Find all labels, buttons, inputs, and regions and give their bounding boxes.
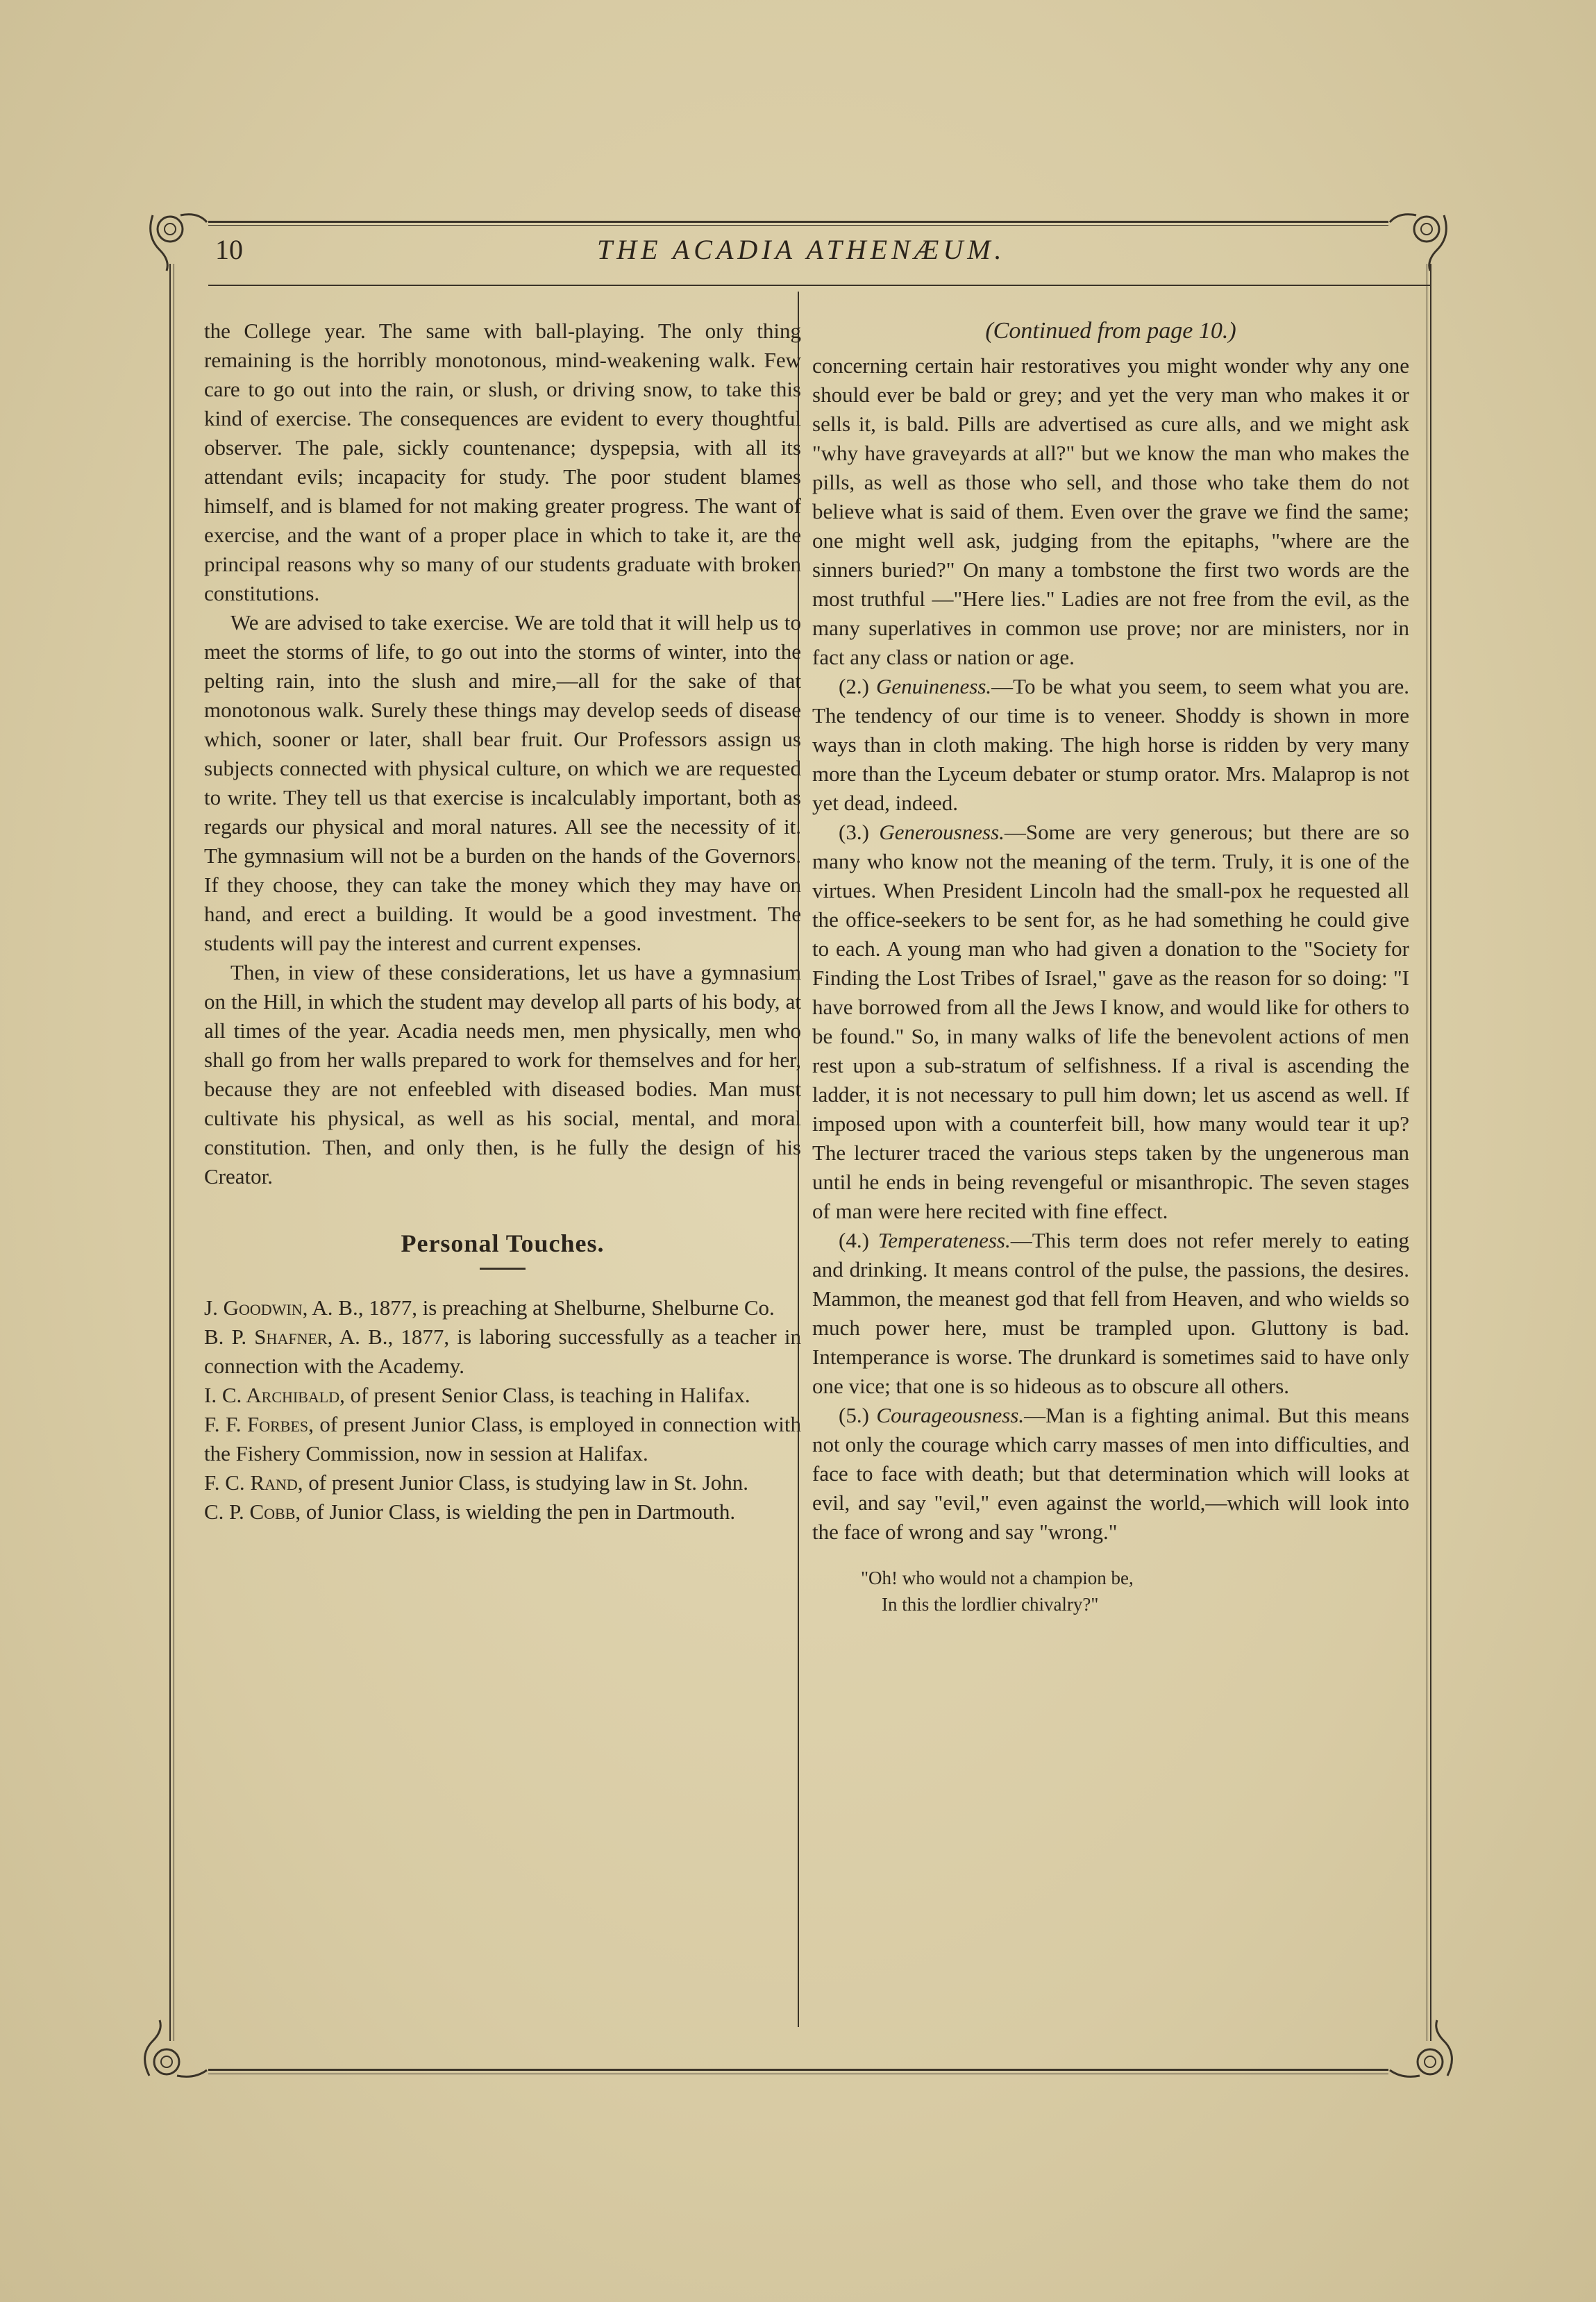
page-header [208,233,1388,275]
personal-touch-entry [204,1497,801,1527]
person-name: F. C. Rand [204,1470,298,1495]
personal-touch-entry [204,1322,801,1381]
entry-text: , of Junior Class, is wielding the pen in Dartmouth. [295,1499,736,1524]
point-number: (3.) [839,820,869,844]
personal-touch-entry [204,1293,801,1322]
point-text: —Man is a fighting animal. But this means not only the courage which carry masses of men into difficulties, and face to face with death; but that determination which will looks at evil, and say "evil," even against the world,—which will look into the face of wrong and say "wrong." [812,1403,1409,1544]
right-column [812,317,1409,1618]
paragraph: We are advised to take exercise. We are told that it will help us to meet the storms of life, to go out into the storms of winter, into the pelting rain, into the slush and mire,—all for the sake of that monotonous walk. Surely these things may develop seeds of disease which, sooner or later, shall bear fruit. Our Professors assign us subjects connected with physical culture, on which we are requested to write. They tell us that exercise is incalculably important, both as regards our physical and moral natures. All see the necessity of it. The gymnasium will not be a burden on the hands of the Governors. If they choose, they can take the money which they may have on hand, and erect a building. It would be a good investment. The students will pay the interest and current expenses. [204,610,801,955]
person-name: I. C. Archibald [204,1383,340,1407]
closing-quote [812,1565,1409,1618]
left-column [204,317,801,1527]
personal-touch-entry [204,1410,801,1468]
point-text: —To be what you seem, to seem what you are. The tendency of our time is to veneer. Shoddy is shown in more ways than in cloth making. The high horse is ridden by very many more than the Lyceum debater or stump orator. Mrs. Malaprop is not yet dead, indeed. [812,674,1409,815]
entry-text: , A. B., 1877, is laboring successfully as a teacher in connection with the Academy. [204,1325,802,1378]
continued-label: (Continued from page 10.) [985,318,1236,344]
corner-ornament-icon [1388,201,1458,278]
header-rule [208,285,1430,286]
paragraph: the College year. The same with ball-playing. The only thing remaining is the horribly monotonous, mind-weakening walk. Few care to go out into the rain, or slush, or driving snow, to take this kind of exercise. The consequences are evident to every thoughtful observer. The pale, sickly countenance; dyspepsia, with all its attendant evils; incapacity for study. The poor student blames himself, and is blamed for not making greater progress. The want of exercise, and the want of a proper place in which to take it, are the principal reasons why so many of our students graduate with broken constitutions. [204,319,801,605]
quote-line: In this the lordlier chivalry?" [882,1594,1099,1615]
point-paragraph [812,672,1409,818]
point-paragraph [812,1401,1409,1547]
point-number: (5.) [839,1403,869,1427]
person-name: J. Goodwin [204,1295,303,1320]
section-title: Personal Touches. [401,1229,605,1257]
entry-text: , of present Junior Class, is studying law in St. John. [297,1470,749,1495]
frame-top-rule-inner [208,225,1388,226]
point-text: —Some are very generous; but there are so many who know not the meaning of the term. Truly, it is one of the virtues. When President Lincoln had the small-pox he requested all the office-seekers to be sent for, as he had something he could give to each. A young man who had given a donation to the "Society for Finding the Lost Tribes of Israel," gave as the reason for so doing: "I have borrowed from all the Jews I know, and would like for others to be found." So, in many walks of life the benevolent actions of men rest upon a sub-stratum of selfishness. If a rival is ascending the ladder, it is not necessary to pull him down; let us ascend as well. If imposed upon with a counterfeit bill, how many would tear it up? The lecturer traced the various steps taken by the ungenerous man until he ends in being revengeful or misanthropic. The seven stages of man were here recited with fine effect. [812,820,1410,1223]
title-divider [480,1268,526,1270]
point-term: Genuineness. [876,674,992,698]
page-number: 10 [215,234,243,265]
point-number: (4.) [839,1228,869,1252]
point-paragraph [812,1226,1409,1401]
frame-bottom-rule [208,2069,1388,2071]
paragraph: concerning certain hair restoratives you might wonder why any one should ever be bald or grey; and yet the very man who makes it or sells it, is bald. Pills are advertised as cure alls, and we might ask "why have graveyards at all?" but we know the man who makes the pills, as well as those who sell, and those who take them do not believe what is said of them. Even over the grave we find the same; one might well ask, judging from the epitaphs, "where are the sinners buried?" On many a tombstone the first two words are the most truthful —"Here lies." Ladies are not free from the evil, as the many superlatives in common use prove; nor are ministers, nor in fact any class or nation or age. [812,353,1409,669]
frame-top-rule [208,221,1388,223]
point-term: Temperateness. [877,1228,1011,1252]
frame-left-rule [169,264,171,2041]
paragraph: Then, in view of these considerations, let us have a gymnasium on the Hill, in which the student may develop all parts of his body, at all times of the year. Acadia needs men, men physically, men who shall go from her walls prepared to work for themselves and for her, because they are not enfeebled with diseased bodies. Man must cultivate his physical, as well as his social, mental, and moral constitution. Then, and only then, is he fully the design of his Creator. [204,960,801,1188]
entry-text: , of present Junior Class, is employed in connection with the Fishery Commission, now in session at Halifax. [204,1412,801,1465]
corner-ornament-icon [139,201,208,278]
point-paragraph [812,818,1409,1226]
person-name: C. P. Cobb [204,1499,296,1524]
entry-text: , of present Senior Class, is teaching in Halifax. [339,1383,750,1407]
point-number: (2.) [839,674,869,698]
entry-text: , A. B., 1877, is preaching at Shelburne, Shelburne Co. [302,1295,775,1320]
quote-line: "Oh! who would not a champion be, [861,1568,1134,1588]
point-text: —This term does not refer merely to eating and drinking. It means control of the pulse, the passions, the desires. Mammon, the meanest god that fell from Heaven, and who wields so much power here, must be trampled upon. Gluttony is bad. Intemperance is worse. The drunkard is sometimes said to have only one vice; that one is so hideous as to obscure all others. [812,1228,1409,1398]
corner-ornament-icon [1388,2013,1465,2090]
corner-ornament-icon [132,2013,208,2090]
personal-touch-entry [204,1468,801,1497]
person-name: F. F. Forbes [204,1412,309,1436]
journal-title: THE ACADIA ATHENÆUM. [597,234,1006,265]
personal-touch-entry [204,1381,801,1410]
point-term: Generousness. [879,820,1005,844]
frame-right-rule [1430,264,1431,2041]
person-name: B. P. Shafner [204,1325,328,1349]
point-term: Courageousness. [876,1403,1025,1427]
